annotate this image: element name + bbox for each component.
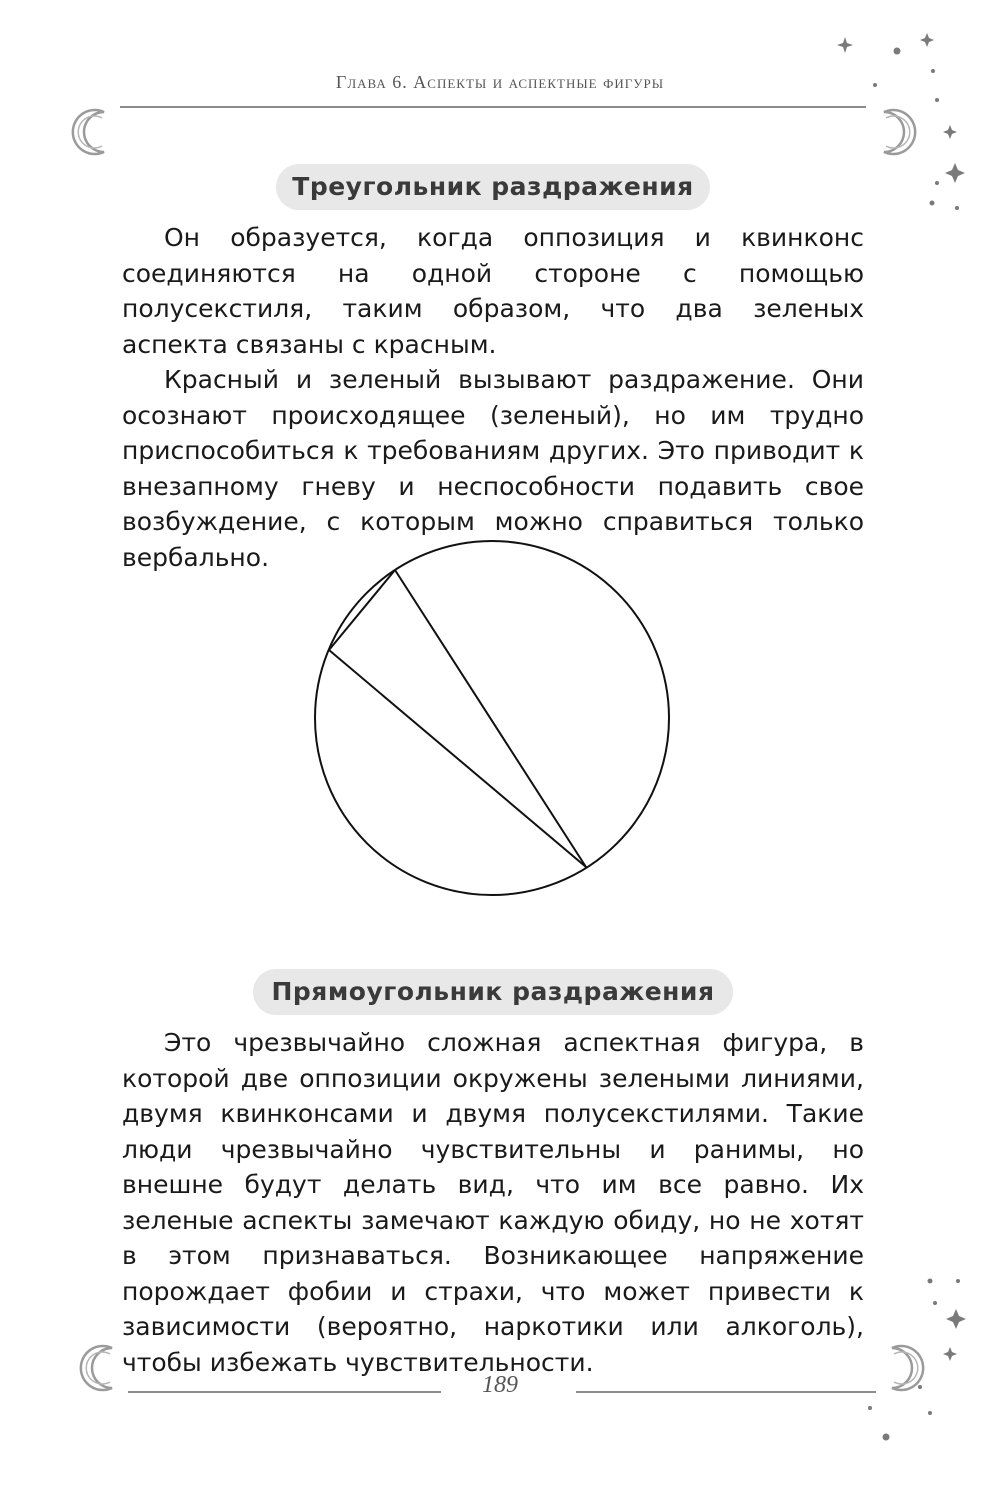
section-title: Треугольник раздражения — [276, 164, 710, 210]
stars-decoration-icon — [825, 25, 975, 225]
paragraph: Красный и зеленый вызывают раздражение. Они осознают происходящее (зеленый), но им трудно приспособиться к требованиям других. Это приводит к внезапному гневу и неспособности подавить свое возбуждение, с которым можно справиться только вербально. — [122, 365, 864, 572]
header-rule — [120, 106, 866, 108]
paragraph: Это чрезвычайно сложная аспектная фигура, в которой две оппозиции окружены зелеными линиями, двумя квинконсами и двумя полусекстилями. Такие люди чрезвычайно чувствительны и ранимы, но внешне будут делать вид, что им все равно. Их зеленые аспекты замечают каждую обиду, но не хотят в этом признаваться. Возникающее напряжение порождает фобии и страхи, что может привести к зависимости (вероятно, наркотики или алкоголь), чтобы избежать чувствительности. — [122, 1028, 864, 1377]
running-header: Глава 6. Аспекты и аспектные фигуры — [335, 72, 665, 92]
section-body — [122, 220, 864, 575]
semisextile-line — [329, 570, 395, 650]
section-title: Прямоугольник раздражения — [253, 969, 733, 1015]
crescent-moon-icon — [66, 104, 122, 160]
aspect-triangle-diagram — [300, 530, 690, 910]
opposition-line — [329, 650, 586, 867]
section-body — [122, 1025, 864, 1380]
quincunx-line — [395, 570, 586, 867]
page-number: 189 — [482, 1372, 518, 1398]
zodiac-circle — [315, 541, 669, 895]
paragraph: Он образуется, когда оппозиция и квинконс соединяются на одной стороне с помощью полусекстиля, таким образом, что два зеленых аспекта связаны с красным. — [122, 223, 864, 359]
